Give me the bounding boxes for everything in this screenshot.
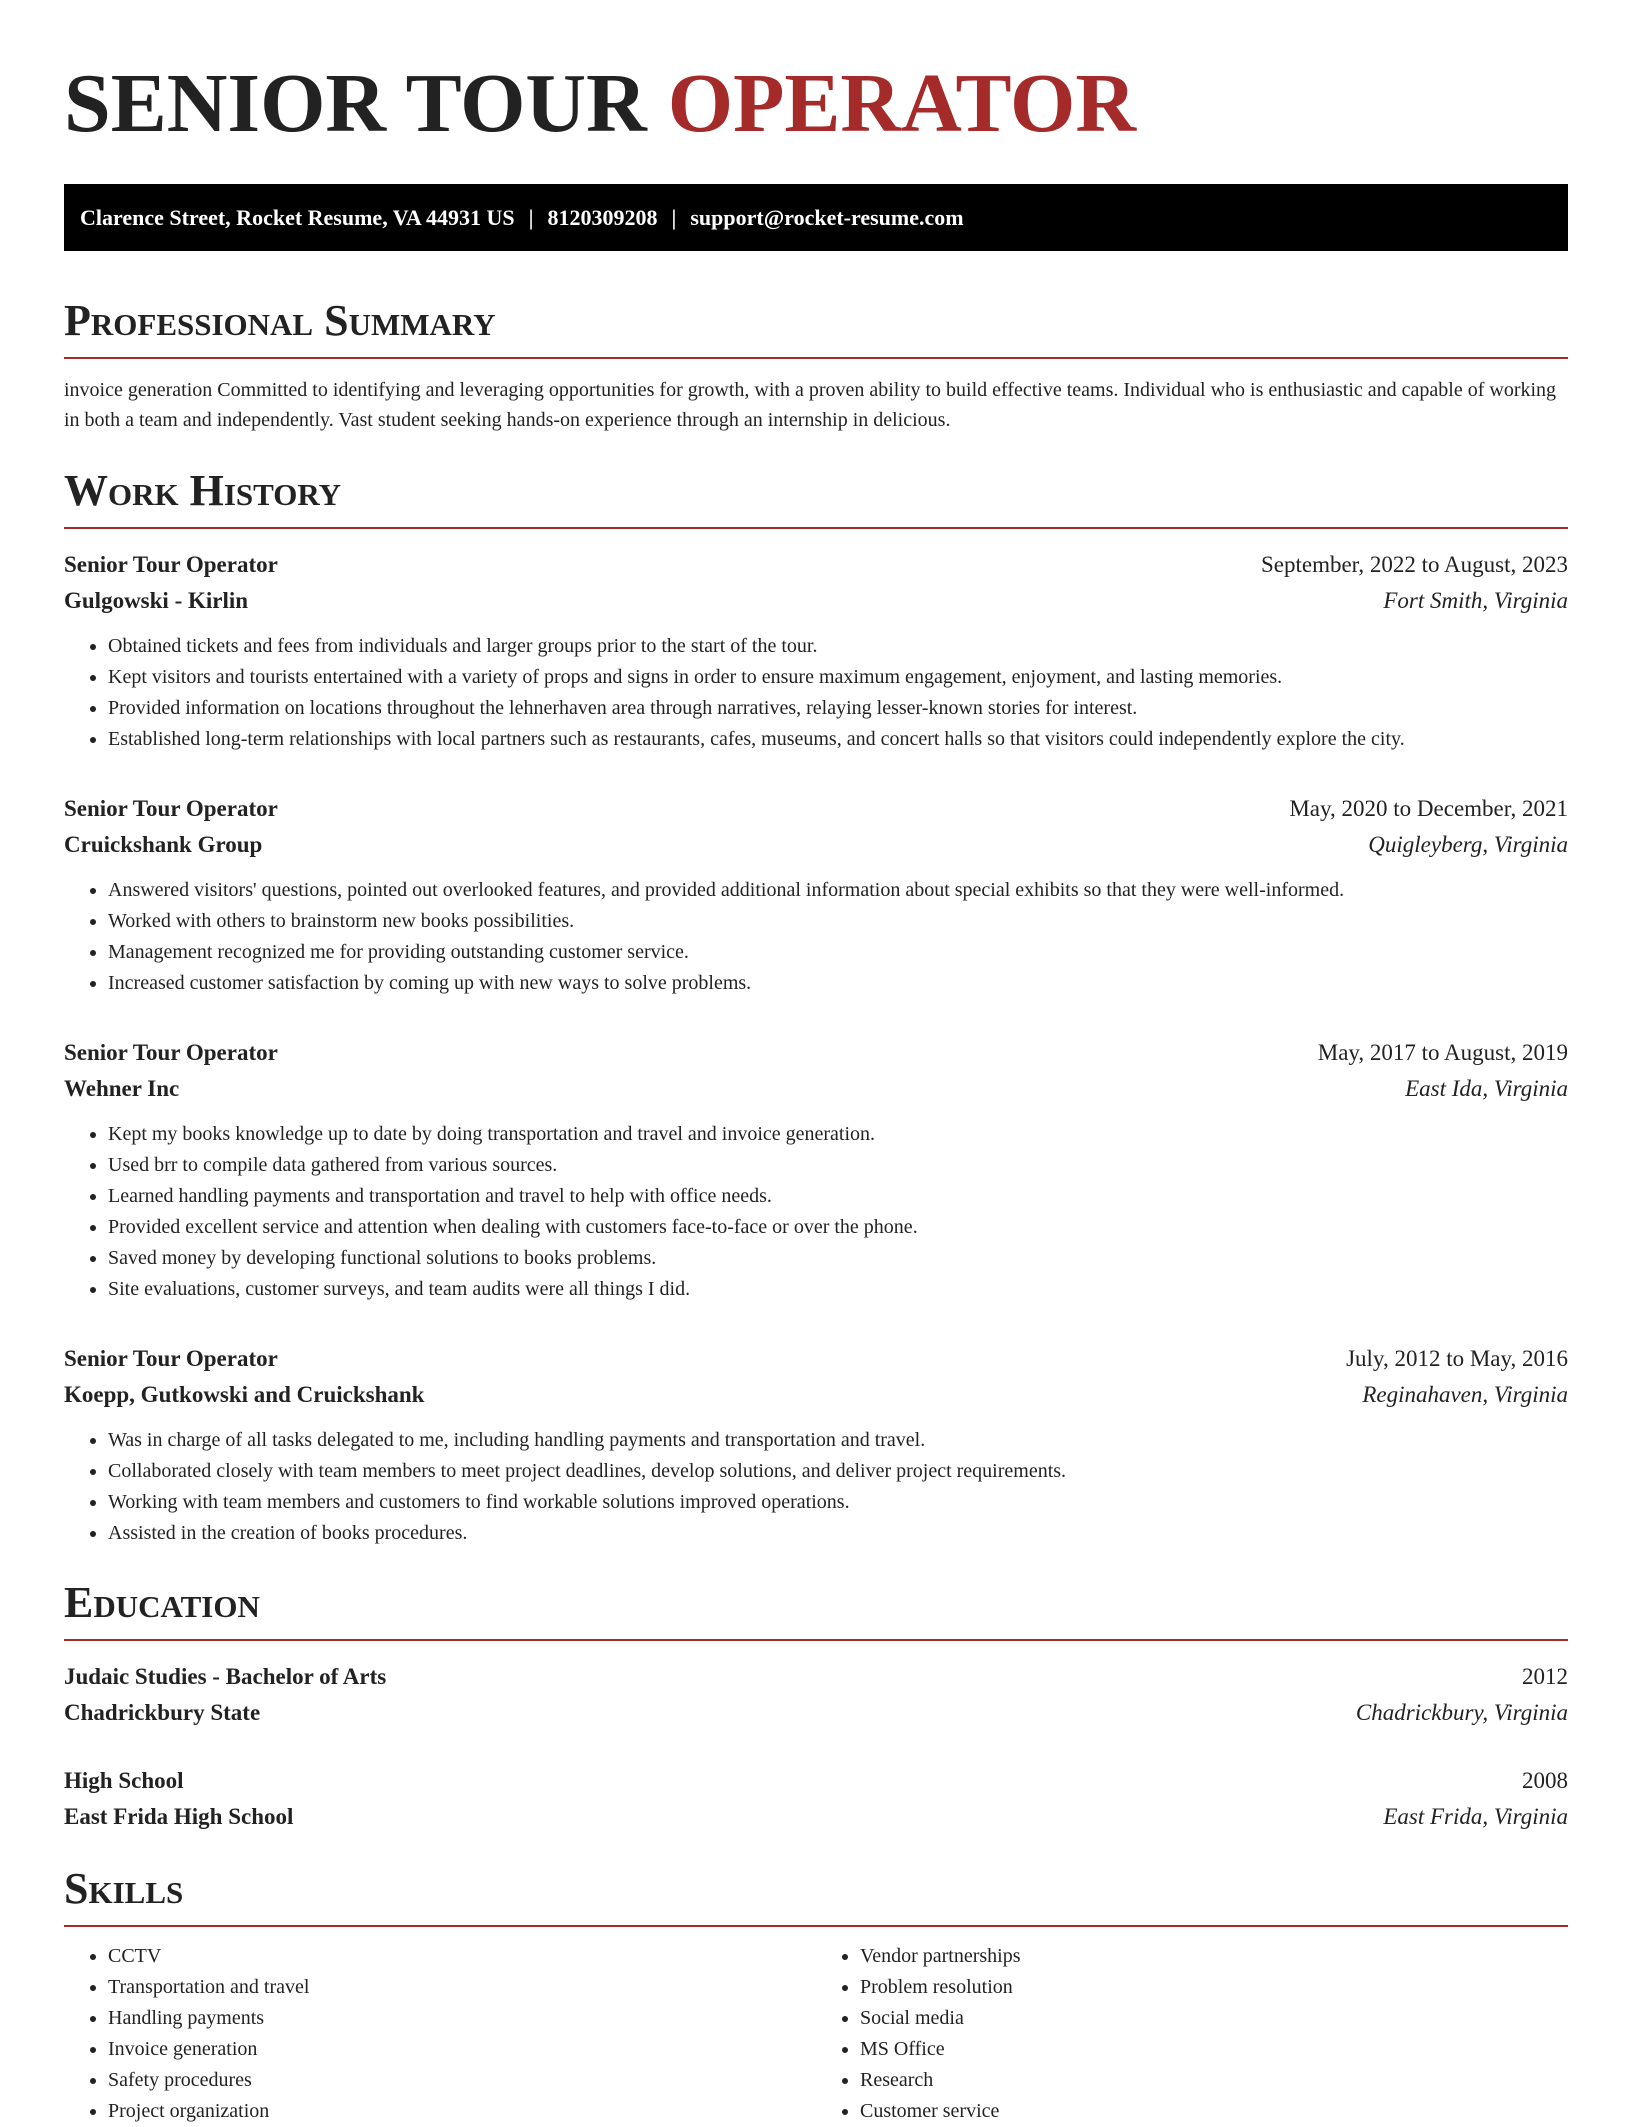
job-bullet: • Kept visitors and tourists entertained with a variety of props and signs in order to ensure maximum engagement, enjoyment, and lasting memories. [108, 662, 1568, 693]
job-dates: July, 2012 to May, 2016 [1346, 1346, 1568, 1371]
contact-bar [64, 184, 1568, 251]
title-part2: OPERATOR [667, 57, 1137, 150]
job-dates: May, 2020 to December, 2021 [1289, 796, 1568, 821]
contact-separator: | [671, 204, 677, 230]
skills-left-column [64, 1941, 816, 2127]
skill-item: • Problem resolution [860, 1972, 1568, 2003]
job-bullet: • Saved money by developing functional solutions to books problems. [108, 1243, 1568, 1274]
job-bullet: • Provided excellent service and attention when dealing with customers face-to-face or over the phone. [108, 1212, 1568, 1243]
job-dates: September, 2022 to August, 2023 [1260, 552, 1568, 577]
job-bullet: • Collaborated closely with team members to meet project deadlines, develop solutions, and deliver project requirements. [108, 1456, 1568, 1487]
skill-item: • Transportation and travel [108, 1972, 816, 2003]
job-bullet: • Working with team members and customers to find workable solutions improved operations. [108, 1487, 1568, 1518]
job-bullets [64, 1119, 1568, 1305]
work-entry [64, 791, 1568, 999]
edu-year: 2008 [1522, 1768, 1568, 1793]
education-list [64, 1659, 1568, 1835]
job-bullet: • Worked with others to brainstorm new books possibilities. [108, 906, 1568, 937]
contact-address: Clarence Street, Rocket Resume, VA 44931 US [80, 204, 515, 230]
edu-school: Chadrickbury State [64, 1700, 261, 1725]
job-title: Senior Tour Operator [64, 552, 278, 577]
job-dates: May, 2017 to August, 2019 [1317, 1040, 1568, 1065]
work-entry [64, 1341, 1568, 1549]
skills-heading: Skills [64, 1863, 1568, 1927]
job-bullet: • Established long-term relationships with local partners such as restaurants, cafes, museums, and concert halls so that visitors could independently explore the city. [108, 724, 1568, 755]
job-bullet: • Increased customer satisfaction by coming up with new ways to solve problems. [108, 968, 1568, 999]
work-entry [64, 1035, 1568, 1305]
job-bullet: • Management recognized me for providing outstanding customer service. [108, 937, 1568, 968]
job-title: Senior Tour Operator [64, 796, 278, 821]
edu-school: East Frida High School [64, 1804, 294, 1829]
job-location: Fort Smith, Virginia [1383, 588, 1568, 613]
job-bullet: • Obtained tickets and fees from individuals and larger groups prior to the start of the tour. [108, 631, 1568, 662]
job-company: Koepp, Gutkowski and Cruickshank [64, 1382, 425, 1407]
job-title: Senior Tour Operator [64, 1040, 278, 1065]
job-location: Quigleyberg, Virginia [1368, 832, 1568, 857]
summary-heading: Professional Summary [64, 295, 1568, 359]
skill-item: • Project organization [108, 2096, 816, 2127]
skill-item: • Invoice generation [108, 2034, 816, 2065]
skill-item: • CCTV [108, 1941, 816, 1972]
job-bullets [64, 631, 1568, 755]
edu-degree: Judaic Studies - Bachelor of Arts [64, 1664, 387, 1689]
contact-separator: | [528, 204, 534, 230]
education-entry [64, 1763, 1568, 1835]
job-company: Wehner Inc [64, 1076, 180, 1101]
job-bullet: • Site evaluations, customer surveys, and team audits were all things I did. [108, 1274, 1568, 1305]
job-company: Cruickshank Group [64, 832, 263, 857]
education-entry [64, 1659, 1568, 1731]
skill-item: • Safety procedures [108, 2065, 816, 2096]
work-entry [64, 547, 1568, 755]
skill-item: • Vendor partnerships [860, 1941, 1568, 1972]
job-location: Reginahaven, Virginia [1362, 1382, 1568, 1407]
edu-degree: High School [64, 1768, 184, 1793]
job-bullet: • Answered visitors' questions, pointed out overlooked features, and provided additional information about special exhibits so that they were well-informed. [108, 875, 1568, 906]
edu-location: East Frida, Virginia [1383, 1804, 1568, 1829]
job-title: Senior Tour Operator [64, 1346, 278, 1371]
contact-email: support@rocket-resume.com [690, 204, 964, 230]
skill-item: • Social media [860, 2003, 1568, 2034]
skills-columns [64, 1941, 1568, 2127]
work-history-heading: Work History [64, 465, 1568, 529]
skill-item: • MS Office [860, 2034, 1568, 2065]
job-location: East Ida, Virginia [1405, 1076, 1568, 1101]
work-history-list [64, 547, 1568, 1549]
job-company: Gulgowski - Kirlin [64, 588, 249, 613]
job-bullet: • Used brr to compile data gathered from various sources. [108, 1150, 1568, 1181]
job-bullet: • Assisted in the creation of books procedures. [108, 1518, 1568, 1549]
resume-title [64, 0, 1568, 152]
job-bullets [64, 875, 1568, 999]
summary-text: invoice generation Committed to identifying and leveraging opportunities for growth, with a proven ability to build effective teams. Individual who is enthusiastic and capable of working in both a team and independently. Vast student seeking hands-on experience through an internship in delicious. [64, 379, 1557, 431]
skill-item: • Handling payments [108, 2003, 816, 2034]
skill-item: • Research [860, 2065, 1568, 2096]
title-part1: SENIOR TOUR [64, 57, 647, 150]
job-bullets [64, 1425, 1568, 1549]
job-bullet: • Provided information on locations throughout the lehnerhaven area through narratives, relaying lesser-known stories for interest. [108, 693, 1568, 724]
skills-right-column [816, 1941, 1568, 2127]
edu-year: 2012 [1522, 1664, 1568, 1689]
edu-location: Chadrickbury, Virginia [1355, 1700, 1568, 1725]
education-heading: Education [64, 1577, 1568, 1641]
job-bullet: • Was in charge of all tasks delegated to me, including handling payments and transportation and travel. [108, 1425, 1568, 1456]
skill-item: • Customer service [860, 2096, 1568, 2127]
contact-phone: 8120309208 [547, 204, 658, 230]
job-bullet: • Learned handling payments and transportation and travel to help with office needs. [108, 1181, 1568, 1212]
job-bullet: • Kept my books knowledge up to date by doing transportation and travel and invoice generation. [108, 1119, 1568, 1150]
